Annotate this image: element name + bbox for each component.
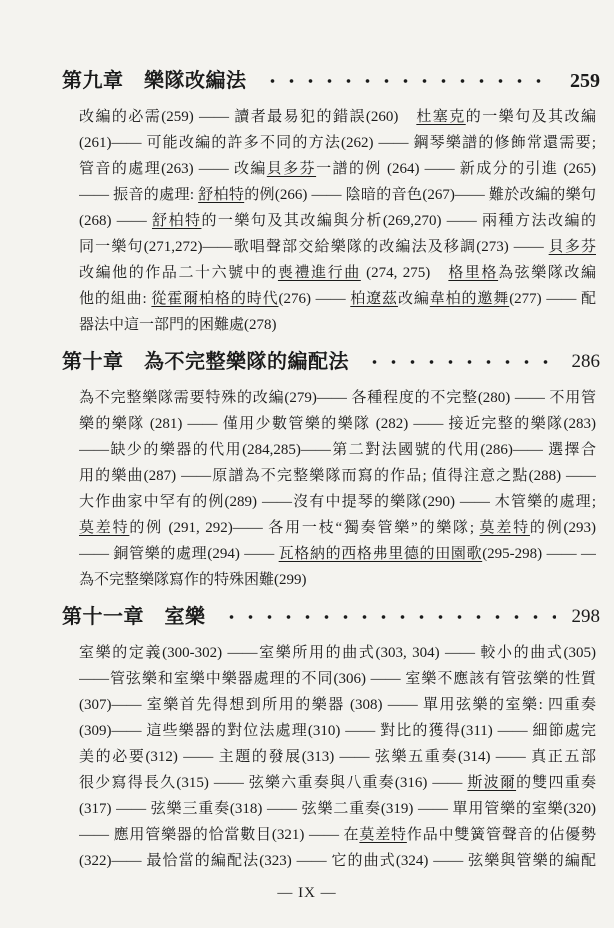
toc-entry-line xyxy=(79,463,596,489)
chapter-heading xyxy=(0,347,614,377)
toc-entry-line xyxy=(79,234,596,260)
toc-text: —— 應用管樂器的恰當數目(321) —— 在 xyxy=(79,827,360,843)
chapter-page-number: 286 xyxy=(571,351,600,372)
toc-text: 管音的處理(263) —— 改編 xyxy=(79,161,267,177)
underlined-title: 貝多芬 xyxy=(548,239,596,255)
toc-text: 為不完整樂隊寫作的特殊困難(299) xyxy=(79,572,307,588)
toc-entry-line xyxy=(79,515,596,541)
dot-leader xyxy=(259,66,555,96)
toc-text: 的例 (291, 292)—— 各用一枝“獨奏管樂”的樂隊; xyxy=(129,520,480,536)
dot-leader xyxy=(361,347,556,377)
toc-text: 的雙四重奏 xyxy=(516,775,596,791)
toc-entry-line xyxy=(79,666,596,692)
toc-text: 用的樂曲(287) ——原譜為不完整樂隊而寫的作品; 值得注意之點(288) —— xyxy=(79,468,596,484)
toc-entry-line xyxy=(79,848,596,874)
toc-text: —— 振音的處理: xyxy=(79,187,199,203)
toc-text: 美的必要(312) —— 主題的發展(313) —— 弦樂五重奏(314) —— 真正五部 xyxy=(79,749,596,765)
toc-text: 他的組曲: xyxy=(79,291,152,307)
chapter-title: 第十一章 室樂 xyxy=(62,606,206,628)
toc-text: 大作曲家中罕有的例(289) ——沒有中提琴的樂隊(290) —— 木管樂的處理; xyxy=(79,494,596,510)
toc-entry-line xyxy=(79,744,596,770)
toc-entry-line xyxy=(79,182,596,208)
underlined-title: 莫差特 xyxy=(359,827,407,843)
underlined-title: 瓦格納的西格弗里德的田園歌 xyxy=(278,546,483,562)
toc-text: 室樂的定義(300-302) ——室樂所用的曲式(303, 304) —— 較小的曲式(305) xyxy=(79,645,596,661)
chapter-heading xyxy=(0,602,614,632)
underlined-title: 柏遼茲 xyxy=(350,291,398,307)
toc-text: (309)—— 這些樂器的對位法處理(310) —— 對比的獲得(311) —— 細節處完 xyxy=(79,723,596,739)
toc-entry-line xyxy=(79,640,596,666)
underlined-title: 舒柏特 xyxy=(151,213,202,229)
toc-entry-line xyxy=(79,312,596,338)
underlined-title: 貝多芬 xyxy=(266,161,317,177)
toc-text: 的一樂句及其改編 xyxy=(465,109,596,125)
underlined-title: 舒柏特 xyxy=(198,187,245,203)
dot-leader xyxy=(218,602,556,632)
toc-text: 器法中這一部門的困難處(278) xyxy=(79,317,277,333)
underlined-title: 斯波爾 xyxy=(467,775,517,791)
toc-text: 樂的樂隊 (281) —— 僅用少數管樂的樂隊 (282) —— 接近完整的樂隊(283) xyxy=(79,416,596,432)
toc-text: (268) —— xyxy=(79,213,152,229)
toc-entry-line xyxy=(79,822,596,848)
toc-text: 很少寫得長久(315) —— 弦樂六重奏與八重奏(316) —— xyxy=(79,775,468,791)
toc-text: (261)—— 可能改編的許多不同的方法(262) —— 鋼琴樂譜的修飾常還需要; xyxy=(79,135,596,151)
toc-text: 的例(293) xyxy=(529,520,596,536)
toc-text: —— 銅管樂的處理(294) —— xyxy=(79,546,279,562)
toc-text: 為弦樂隊改編 xyxy=(498,265,596,281)
toc-entry-line xyxy=(79,104,596,130)
toc-text: 作品中雙簧管聲音的佔優勢 xyxy=(406,827,596,843)
underlined-title: 莫差特 xyxy=(79,520,130,536)
page-folio: — IX — xyxy=(277,885,337,901)
chapter-11-section xyxy=(0,602,614,874)
underlined-title: 格里格 xyxy=(448,265,499,281)
toc-entry-line xyxy=(79,541,596,567)
underlined-title: 從霍爾柏格的時代 xyxy=(151,291,279,307)
toc-entry-line xyxy=(79,208,596,234)
toc-entry-line xyxy=(79,156,596,182)
toc-entry-line xyxy=(79,796,596,822)
toc-entry-line xyxy=(79,692,596,718)
chapter-entries xyxy=(79,640,596,874)
underlined-title: 喪禮進行曲 xyxy=(277,265,361,281)
toc-text: 改編 xyxy=(397,291,430,307)
toc-entry-line xyxy=(79,437,596,463)
toc-text: 為不完整樂隊需要特殊的改編(279)—— 各種程度的不完整(280) —— 不用管 xyxy=(79,390,596,406)
toc-entry-line xyxy=(79,567,596,593)
chapter-page-number: 259 xyxy=(570,70,600,92)
toc-text: ——缺少的樂器的代用(284,285)——第二對法國號的代用(286)—— 選擇合 xyxy=(79,442,596,458)
toc-text: (295-298) —— — xyxy=(482,546,596,562)
toc-text: (274, 275) xyxy=(360,265,449,281)
toc-entry-line xyxy=(79,130,596,156)
toc-entry-line xyxy=(79,286,596,312)
toc-text: (276) —— xyxy=(278,291,351,307)
chapter-9-section xyxy=(0,66,614,338)
toc-text: (307)—— 室樂首先得想到所用的樂器 (308) —— 單用弦樂的室樂: 四重奏 xyxy=(79,697,596,713)
toc-entry-line xyxy=(79,385,596,411)
toc-text: ——管弦樂和室樂中樂器處理的不同(306) —— 室樂不應該有管弦樂的性質 xyxy=(79,671,596,687)
toc-entry-line xyxy=(79,718,596,744)
toc-entry-line xyxy=(79,489,596,515)
toc-text: (317) —— 弦樂三重奏(318) —— 弦樂二重奏(319) —— 單用管樂的室樂(320) xyxy=(79,801,596,817)
toc-text: 同一樂句(271,272)——歌唱聲部交給樂隊的改編法及移調(273) —— xyxy=(79,239,549,255)
toc-entry-line xyxy=(79,770,596,796)
toc-entry-line xyxy=(79,260,596,286)
toc-text: 改編他的作品二十六號中的 xyxy=(79,265,278,281)
toc-text: (322)—— 最恰當的編配法(323) —— 它的曲式(324) —— 弦樂與管樂的編配 xyxy=(79,853,596,869)
underlined-title: 韋柏的邀舞 xyxy=(429,291,510,307)
chapter-entries xyxy=(79,104,596,338)
chapter-page-number: 298 xyxy=(571,606,600,627)
chapter-heading xyxy=(0,66,614,96)
underlined-title: 杜塞克 xyxy=(416,109,466,125)
underlined-title: 莫差特 xyxy=(479,520,530,536)
chapter-10-section xyxy=(0,347,614,593)
chapter-title: 第九章 樂隊改編法 xyxy=(62,70,247,92)
toc-entry-line xyxy=(79,411,596,437)
toc-text: 一譜的例 (264) —— 新成分的引進 (265) xyxy=(316,161,596,177)
toc-text: 的例(266) —— 陰暗的音色(267)—— 難於改編的樂句 xyxy=(244,187,596,203)
chapter-entries xyxy=(79,385,596,593)
toc-text: (277) —— 配 xyxy=(509,291,596,307)
toc-text: 改編的必需(259) —— 讀者最易犯的錯誤(260) xyxy=(79,109,417,125)
toc-text: 的一樂句及其改編與分析(269,270) —— 兩種方法改編的 xyxy=(201,213,596,229)
chapter-title: 第十章 為不完整樂隊的編配法 xyxy=(62,351,349,373)
